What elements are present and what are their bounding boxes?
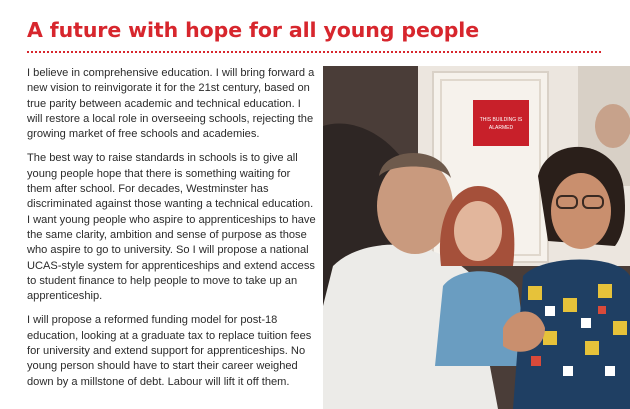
photo-illustration bbox=[323, 66, 630, 409]
alarm-sign bbox=[473, 100, 529, 146]
paragraph-3: I will propose a reformed funding model for post-18 education, looking at a graduate tax to replace tuition fees for university and extend support for apprenticeships. No young person should have to start their career weighed down by a millstone of debt. Labour will lift it off them. bbox=[27, 314, 312, 388]
title-divider bbox=[27, 51, 601, 53]
paragraph-1: I believe in comprehensive education. I will bring forward a new vision to reinvigorate it for the 21st century, based on true parity between academic and technical education. I will restore a local role in overseeing schools, rejecting the growing market of free schools and academies. bbox=[27, 67, 315, 141]
sign-line-2: ALARMED bbox=[488, 125, 514, 131]
article-photo bbox=[323, 66, 630, 409]
page-title: A future with hope for all young people bbox=[27, 18, 480, 42]
paragraph-2: The best way to raise standards in schools is to give all young people hope that there is something waiting for them after school. For decades, Westminster has discriminated against those wanting a technical education. I want young people who aspire to apprenticeships to have the same clarity, ambition and sense of purpose as those who aspire to go to university. So I will propose a national UCAS-style system for apprenticeships and extend access to student finance to help people to move to take up an apprenticeship. bbox=[27, 152, 316, 303]
article-body bbox=[27, 66, 317, 399]
sign-line-1: THIS BUILDING IS bbox=[479, 117, 523, 123]
